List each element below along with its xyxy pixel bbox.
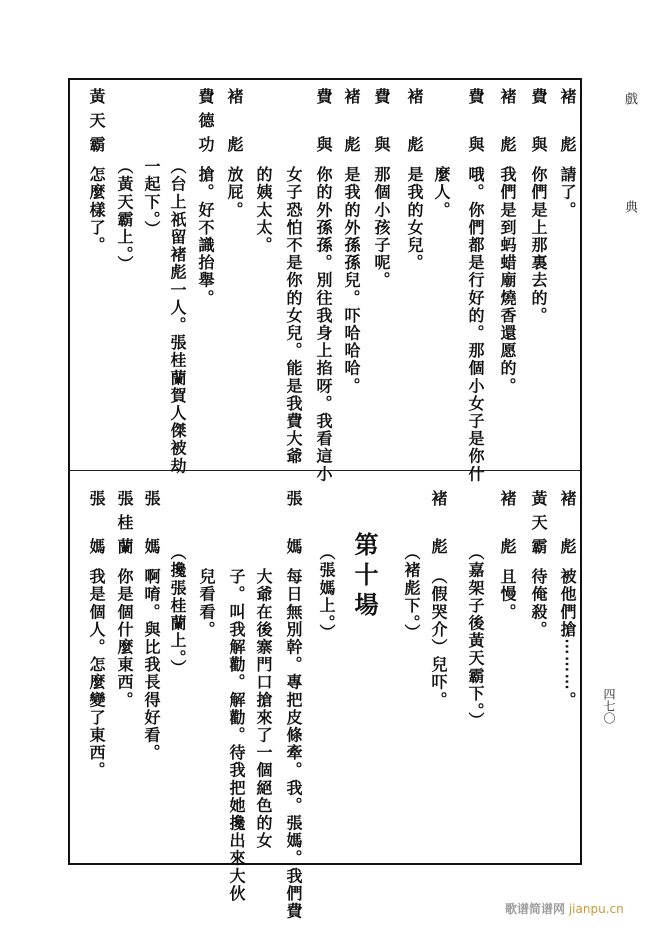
stage-direction: （褚彪下。） — [402, 544, 421, 642]
speaker-name: 張媽 — [142, 490, 161, 554]
dialogue-line: 啊唷。與比我長得好看。 — [142, 568, 161, 762]
dialogue-line: 我們是到蚂蜡廟燒香還愿的。 — [498, 166, 517, 395]
watermark-url: jianpu.cn — [568, 902, 624, 916]
speaker-name: 褚彪 — [429, 490, 448, 554]
margin-header-top: 戲 — [622, 92, 637, 105]
speaker-name: 黃天霸 — [87, 88, 106, 152]
dialogue-line: 麼人。 — [432, 166, 451, 219]
dialogue-line: 大爺在後寨門口搶來了一個絕色的女 — [254, 568, 273, 850]
speaker-name: 褚彪 — [558, 88, 577, 152]
speaker-name: 褚彪 — [405, 88, 424, 152]
dialogue-line: 每日無別幹。專把皮條牽。我。張媽。我們費 — [284, 568, 303, 920]
speaker-name: 費德功 — [196, 88, 215, 152]
page-number: 四七〇 — [602, 688, 616, 724]
dialogue-line: 被他們搶⋯⋯⋯。 — [558, 568, 577, 709]
speaker-name: 費與 — [466, 88, 485, 152]
scene-title: 第十場 — [350, 532, 379, 622]
speaker-name: 張桂蘭 — [115, 490, 134, 554]
speaker-name: 黃天霸 — [529, 490, 548, 554]
speaker-name: 費與 — [529, 88, 548, 152]
dialogue-line: 是我的女兒。 — [405, 166, 424, 272]
dialogue-line: 的姨太太。 — [254, 166, 273, 254]
speaker-name: 褚彪 — [558, 490, 577, 554]
speaker-name: 費與 — [372, 88, 391, 152]
dialogue-line: 搶。好不識抬舉。 — [196, 166, 215, 307]
stage-direction: （張媽上。） — [317, 544, 336, 642]
dialogue-line: （假哭介）兒吓。 — [429, 568, 448, 709]
speaker-name: 褚彪 — [498, 490, 517, 554]
speaker-name: 褚彪 — [498, 88, 517, 152]
speaker-name: 褚彪 — [342, 88, 361, 152]
dialogue-line: 女子恐怕不是你的女兒。能是我費大爺 — [284, 166, 303, 466]
dialogue-line: 你的外孫孫。別往我身上掐呀。我看這小 — [314, 166, 333, 483]
stage-direction: 一起下。） — [142, 158, 161, 238]
dialogue-line: 那個小孩子呢。 — [372, 166, 391, 290]
stage-direction: （嘉架子後黃天霸下。） — [466, 544, 485, 730]
speaker-name: 張媽 — [284, 490, 303, 554]
speaker-name: 張媽 — [87, 490, 106, 554]
dialogue-line: 且慢。 — [498, 568, 517, 621]
speaker-name: 褚彪 — [225, 88, 244, 152]
stage-direction: （攙張桂蘭上。） — [168, 544, 187, 677]
dialogue-line: 放屁。 — [225, 166, 244, 219]
watermark-cn: 歌谱简谱网 — [505, 902, 566, 916]
dialogue-line: 哦。你們都是行好的。那個小女子是你什 — [466, 166, 485, 483]
dialogue-line: 是我的外孫孫兒。吓哈哈哈。 — [342, 166, 361, 395]
dialogue-line: 你們是上那裏去的。 — [529, 166, 548, 325]
margin-header-bottom: 典 — [622, 200, 637, 213]
dialogue-line: 怎麼樣了。 — [87, 166, 106, 254]
dialogue-line: 待俺殺。 — [529, 568, 548, 639]
stage-direction: （台上祇留褚彪一人。張桂蘭賀人傑被劫 — [168, 158, 187, 475]
speaker-name: 費與 — [314, 88, 333, 152]
dialogue-line: 你是個什麼東西。 — [115, 568, 134, 709]
dialogue-line: 我是個人。怎麼變了東西。 — [87, 568, 106, 780]
watermark — [505, 900, 624, 917]
dialogue-line: 子。叫我解勸。解勸。待我把她攙出來大伙 — [227, 568, 246, 903]
stage-direction: （黃天霸上。） — [115, 158, 134, 274]
dialogue-line: 兒看看。 — [197, 568, 216, 639]
dialogue-line: 請了。 — [558, 166, 577, 219]
